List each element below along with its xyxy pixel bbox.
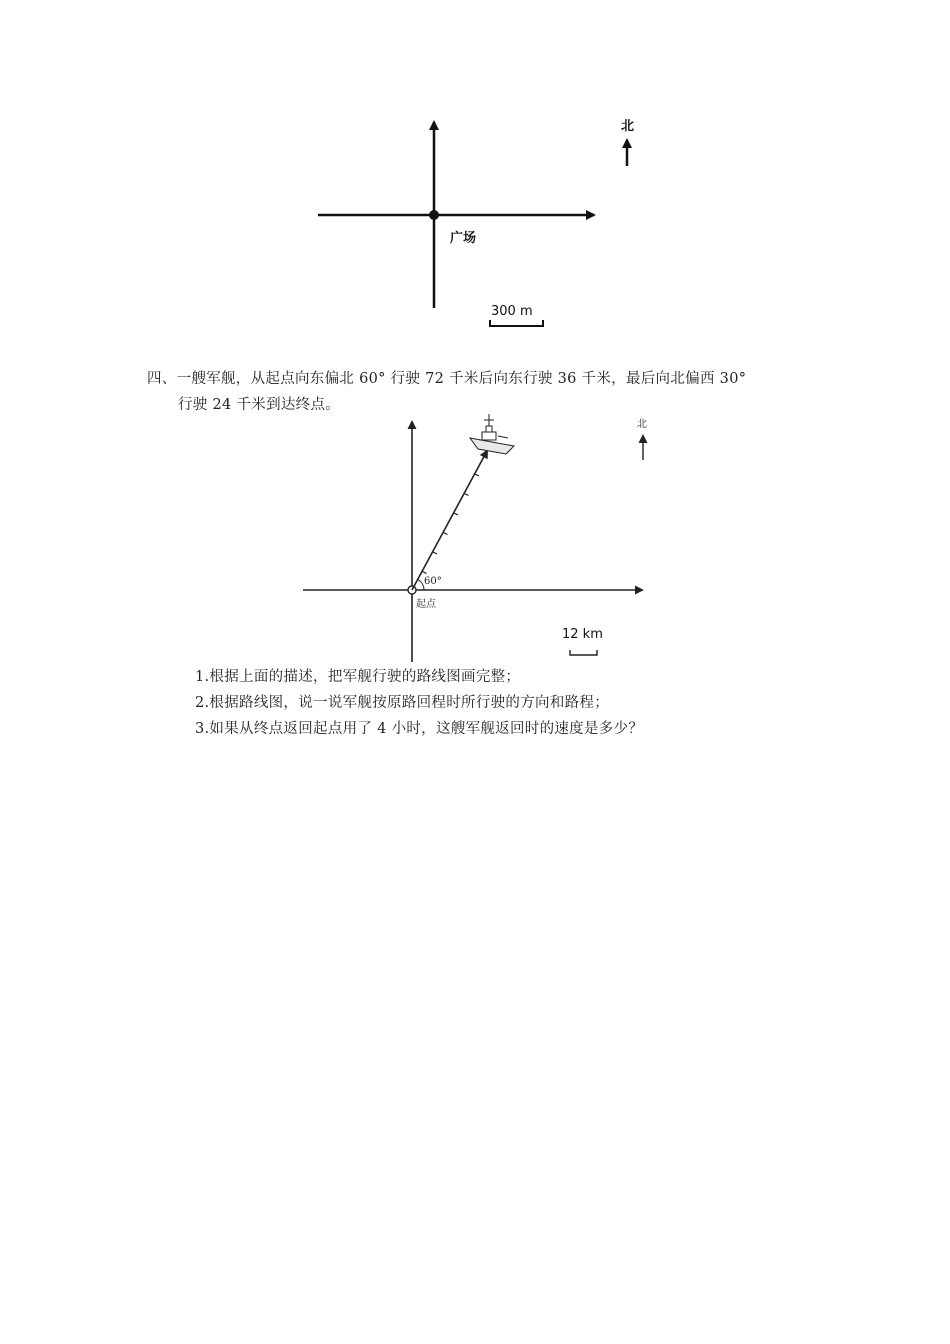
scale-label: 300 m — [491, 304, 533, 319]
question-3: 3.如果从终点返回起点用了 4 小时，这艘军舰返回时的速度是多少？ — [195, 721, 644, 737]
plaza-label: 广场 — [450, 231, 477, 246]
north-label: 北 — [621, 119, 635, 134]
question-1: 1.根据上面的描述，把军舰行驶的路线图画完整； — [195, 669, 521, 685]
problem-statement-line-1: 四、一艘军舰，从起点向东偏北 60° 行驶 72 千米后向东行驶 36 千米，最后向北偏西 30° — [147, 371, 747, 387]
route-segment-1 — [412, 451, 487, 590]
question-2: 2.根据路线图，说一说军舰按原路回程时所行驶的方向和路程； — [195, 695, 610, 711]
start-label: 起点 — [416, 599, 436, 610]
north-label-2: 北 — [637, 419, 647, 430]
route-tick-marks — [423, 474, 480, 574]
scale-bar-2 — [570, 650, 597, 655]
warship-icon — [470, 414, 514, 454]
angle-label: 60° — [424, 576, 442, 587]
problem-statement-line-2: 行驶 24 千米到达终点。 — [178, 397, 341, 413]
scale-label-2: 12 km — [562, 627, 603, 642]
